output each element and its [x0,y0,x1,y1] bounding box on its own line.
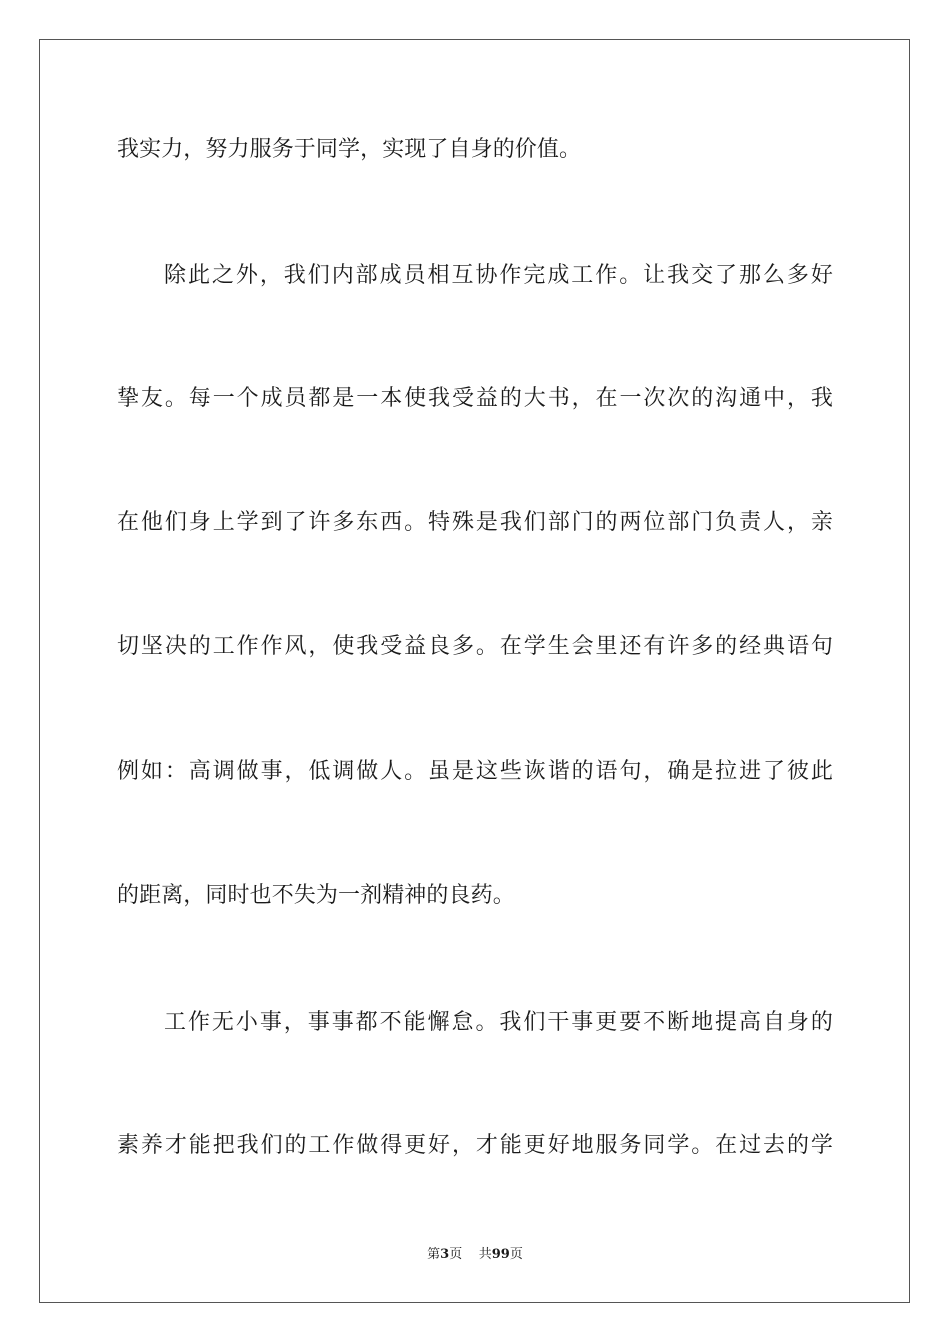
page-prefix: 第 [427,1247,441,1262]
text-line-8: 工作无小事，事事都不能懈怠。我们干事更要不断地提高自身的 [164,1010,833,1035]
text-line-7: 的距离，同时也不失为一剂精神的良药。 [117,883,515,908]
text-line-9: 素养才能把我们的工作做得更好，才能更好地服务同学。在过去的学 [117,1133,833,1158]
total-suffix: 页 [509,1247,523,1262]
total-pages: 99 [491,1247,510,1262]
page-suffix: 页 [449,1247,463,1262]
total-prefix: 共 [478,1247,492,1262]
page-footer [0,1246,950,1264]
text-line-5: 切坚决的工作作风，使我受益良多。在学生会里还有许多的经典语句 [117,634,833,659]
page-border [39,39,910,1303]
text-line-3: 挚友。每一个成员都是一本使我受益的大书，在一次次的沟通中，我 [117,386,833,411]
text-line-6: 例如：高调做事，低调做人。虽是这些诙谐的语句，确是拉进了彼此 [117,759,833,784]
text-line-4: 在他们身上学到了许多东西。特殊是我们部门的两位部门负责人，亲 [117,510,833,535]
text-line-1: 我实力，努力服务于同学，实现了自身的价值。 [117,137,582,162]
page-number: 3 [440,1247,450,1262]
text-line-2: 除此之外，我们内部成员相互协作完成工作。让我交了那么多好 [164,263,833,288]
